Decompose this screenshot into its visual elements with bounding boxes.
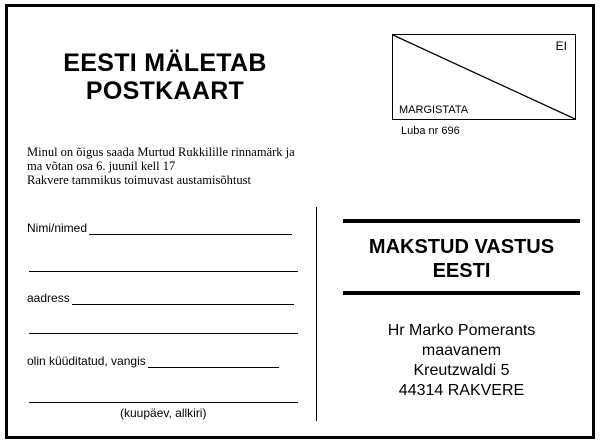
postcard: [5, 4, 595, 439]
reply-line-1: MAKSTUD VASTUS: [368, 236, 555, 258]
address-field[interactable]: [27, 291, 294, 305]
recipient-title: maavanem: [421, 342, 502, 359]
names-line-2[interactable]: [29, 271, 298, 272]
deported-label: olin küüditatud, vangis: [27, 354, 146, 368]
reply-bottom-bar: [343, 291, 580, 295]
address-line[interactable]: [72, 303, 294, 305]
title-line-2: POSTKAART: [85, 77, 245, 105]
postcard-title: [30, 49, 300, 105]
intro-line-1: Minul on õigus saada Murtud Rukkilille rinnamärk ja: [27, 145, 295, 159]
deported-field[interactable]: [27, 354, 279, 368]
intro-text: [27, 145, 327, 187]
address-line-2[interactable]: [29, 333, 298, 334]
intro-line-3: Rakvere tammikus toimuvast austamisõhtust: [27, 173, 251, 187]
stamp-margistata-label: MARGISTATA: [399, 104, 469, 116]
stamp-box: [392, 34, 576, 120]
signature-caption: (kuupäev, allkiri): [120, 406, 207, 420]
address-label: aadress: [27, 291, 70, 305]
deported-line[interactable]: [148, 366, 279, 368]
title-line-1: EESTI MÄLETAB: [63, 49, 267, 77]
names-field[interactable]: [27, 221, 292, 235]
stamp-ei-label: EI: [555, 39, 567, 53]
reply-top-bar: [343, 219, 580, 223]
reply-line-2: EESTI: [432, 260, 491, 282]
reply-paid-block: [343, 235, 580, 283]
recipient-city: 44314 RAKVERE: [398, 382, 525, 399]
recipient-address: [343, 321, 580, 401]
permit-number: Luba nr 696: [401, 125, 460, 137]
names-line[interactable]: [89, 233, 292, 235]
recipient-street: Kreutzwaldi 5: [413, 362, 510, 379]
vertical-divider: [316, 207, 317, 421]
signature-line[interactable]: [29, 402, 298, 403]
names-label: Nimi/nimed: [27, 221, 88, 235]
intro-line-2: ma võtan osa 6. juunil kell 17: [27, 159, 176, 173]
recipient-name: Hr Marko Pomerants: [387, 322, 536, 339]
